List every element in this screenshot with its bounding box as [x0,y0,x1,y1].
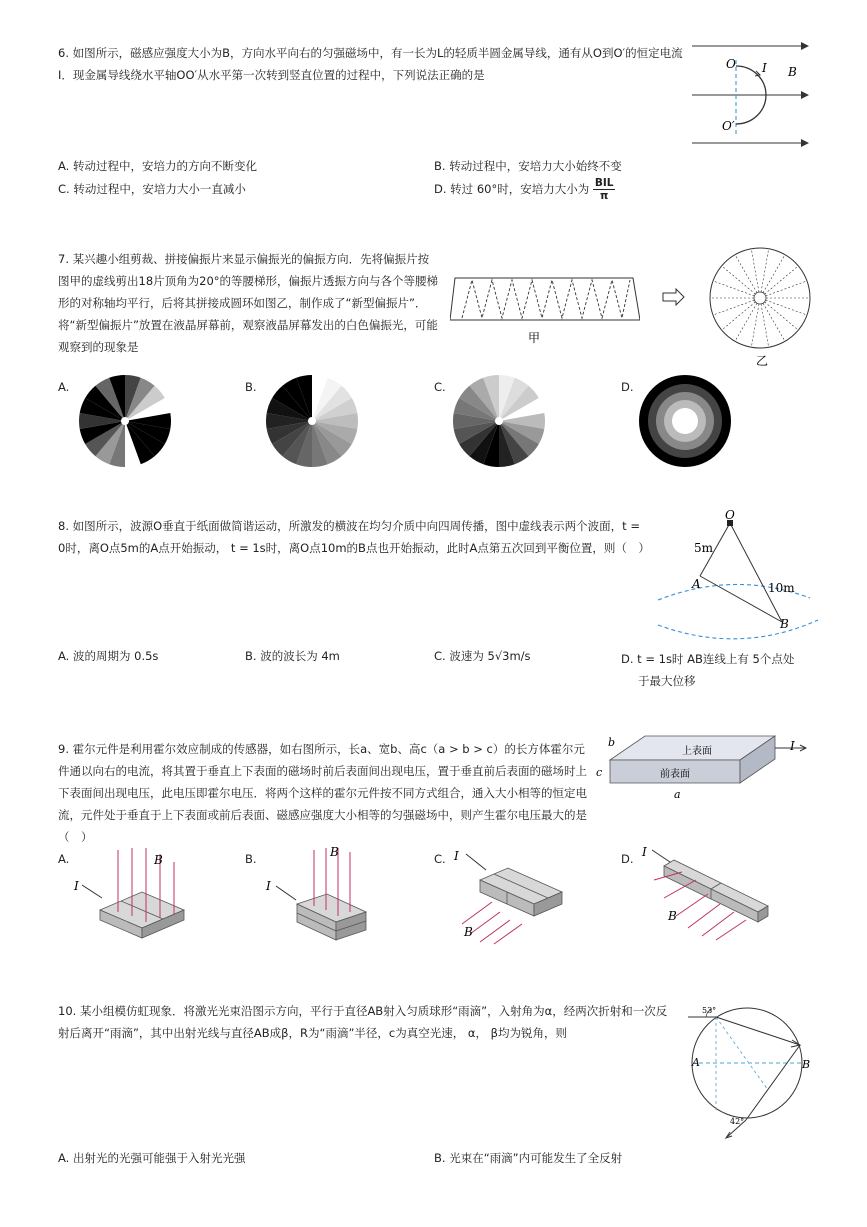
q9-option-b-figure[interactable] [262,840,382,950]
q6-fig-I: I [762,61,767,75]
q8-fig-B: B [780,617,789,631]
q9-fig-c: c [596,766,603,779]
q10-fig-A: A [692,1056,700,1069]
q9-b-I: I [266,879,271,893]
q8-option-b[interactable]: B. 波的波长为 4m [245,649,340,663]
q7-figure-yi [706,245,816,370]
q8-figure [650,510,830,640]
q10-fig-B: B [802,1058,811,1071]
q6-fig-O2: O′ [722,119,735,133]
q7-option-b[interactable]: B. [245,380,257,394]
q9-fig-b: b [608,736,616,749]
q8-option-a[interactable]: A. 波的周期为 0.5s [58,649,159,663]
q10-fig-42: 42° [730,1117,745,1126]
q9-d-I: I [642,845,647,859]
q7-option-a-disc[interactable] [79,375,171,467]
q9-option-b[interactable]: B. [245,852,257,866]
q9-b-B: B [330,845,339,859]
q8-option-d-line2: 于最大位移 [638,674,696,688]
q8-text: 8. 如图所示，波源O垂直于纸面做简谐运动，所激发的横波在均匀介质中向四周传播，图中虚线表示两个波面，t = 0时，离O点5m的A点开始振动， t = 1s时，离O点10m的B点也开始振动，此时A点第五次回到平衡位置，则（ ） [58,519,650,555]
q8-fig-5m: 5m [694,541,714,555]
q7-fig-yi: 乙 [756,354,769,368]
q7-option-c[interactable]: C. [434,380,446,394]
q9-a-I: I [74,879,79,893]
q7-option-a[interactable]: A. [58,380,70,394]
q7-figure-jia [450,270,640,350]
q9-option-c-figure[interactable] [450,840,580,950]
q9-option-a[interactable]: A. [58,852,70,866]
q7-option-b-disc[interactable] [266,375,358,467]
q9-d-B: B [668,909,677,923]
q6-option-d[interactable] [434,177,615,202]
q9-a-B: B [154,853,163,867]
q10-text: 10. 某小组模仿虹现象．将激光光束沿图示方向，平行于直径AB射入匀质球形“雨滴”，入射角为α，经两次折射和一次反射后离开“雨滴”，其中出射光线与直径AB成β，R为“雨滴”半径，c为真空光速， α， β均为锐角，则 [58,1004,668,1040]
q6-option-a[interactable]: A. 转动过程中，安培力的方向不断变化 [58,159,257,173]
q6-fig-B: B [788,65,797,79]
q10-figure [682,1000,817,1145]
q9-option-d-figure[interactable] [636,840,776,950]
q9-fig-a: a [674,788,681,801]
q6-option-d-text: D. 转过 60°时，安培力大小为 [434,182,590,196]
q9-c-I: I [454,849,459,863]
q10-option-a[interactable]: A. 出射光的光强可能强于入射光光强 [58,1151,246,1165]
q10-fig-53: 53° [702,1006,717,1015]
q9-option-d[interactable]: D. [621,852,634,866]
q8-fig-10m: 10m [768,581,795,595]
q8-fig-O: O [725,510,735,522]
q8-fig-A: A [692,577,701,591]
q6-option-d-fraction: $\frac{\text{BIL}}{\pi}$ [594,177,614,202]
q6-figure [690,38,815,153]
q6-option-b[interactable]: B. 转动过程中，安培力大小始终不变 [434,159,622,173]
q7-fig-jia: 甲 [528,331,541,345]
q7-option-c-disc[interactable] [453,375,545,467]
q10-option-b[interactable]: B. 光束在“雨滴”内可能发生了全反射 [434,1151,623,1165]
q8-option-d[interactable] [621,648,794,692]
q9-option-a-figure[interactable] [72,840,202,950]
q8-option-d-line1: D. t = 1s时 AB连线上有 5个点处 [621,652,795,666]
q8-option-c[interactable]: C. 波速为 5√3m/s [434,649,531,663]
q6-fig-O: O [726,57,736,71]
q6-text: 6. 如图所示，磁感应强度大小为B，方向水平向右的匀强磁场中，有一长为L的轻质半圆金属导线，通有从O到O′的恒定电流I．现金属导线绕水平轴OO′从水平第一次转到竖直位置的过程中，下列说法正确的是 [58,46,683,82]
q9-option-c[interactable]: C. [434,852,446,866]
q6-option-c[interactable]: C. 转动过程中，安培力大小一直减小 [58,182,246,196]
q7-arrow [662,288,686,306]
q7-option-d-disc[interactable] [639,375,731,467]
q9-c-B: B [464,925,473,939]
q7-text: 7. 某兴趣小组剪裁、拼接偏振片来显示偏振光的偏振方向．先将偏振片按图甲的虚线剪出18片顶角为20°的等腰梯形，偏振片透振方向与各个等腰梯形的对称轴均平行，后将其拼接成圆环如图乙，制作成了“新型偏振片”．将“新型偏振片”放置在液晶屏幕前，观察液晶屏幕发出的白色偏振光，可能观察到的现象是 [58,252,439,354]
q9-fig-top: 上表面 [682,746,712,757]
q7-option-d[interactable]: D. [621,380,634,394]
q9-fig-I: I [790,739,795,753]
q9-fig-front: 前表面 [660,769,690,780]
q9-text: 9. 霍尔元件是利用霍尔效应制成的传感器，如右图所示，长a、宽b、高c（a > b > c）的长方体霍尔元件通以向右的电流，将其置于垂直上下表面的磁场时前后表面间出现电压，置于垂直前后表面的磁场时上下表面间出现电压，此电压即霍尔电压．将两个这样的霍尔元件按不同方式组合，通入大小相等的恒定电流，元件处于垂直于上下表面或前后表面、磁感应强度大小相等的匀强磁场中，则产生霍尔电压最大的是（ ） [58,742,587,844]
q9-figure [590,728,820,803]
